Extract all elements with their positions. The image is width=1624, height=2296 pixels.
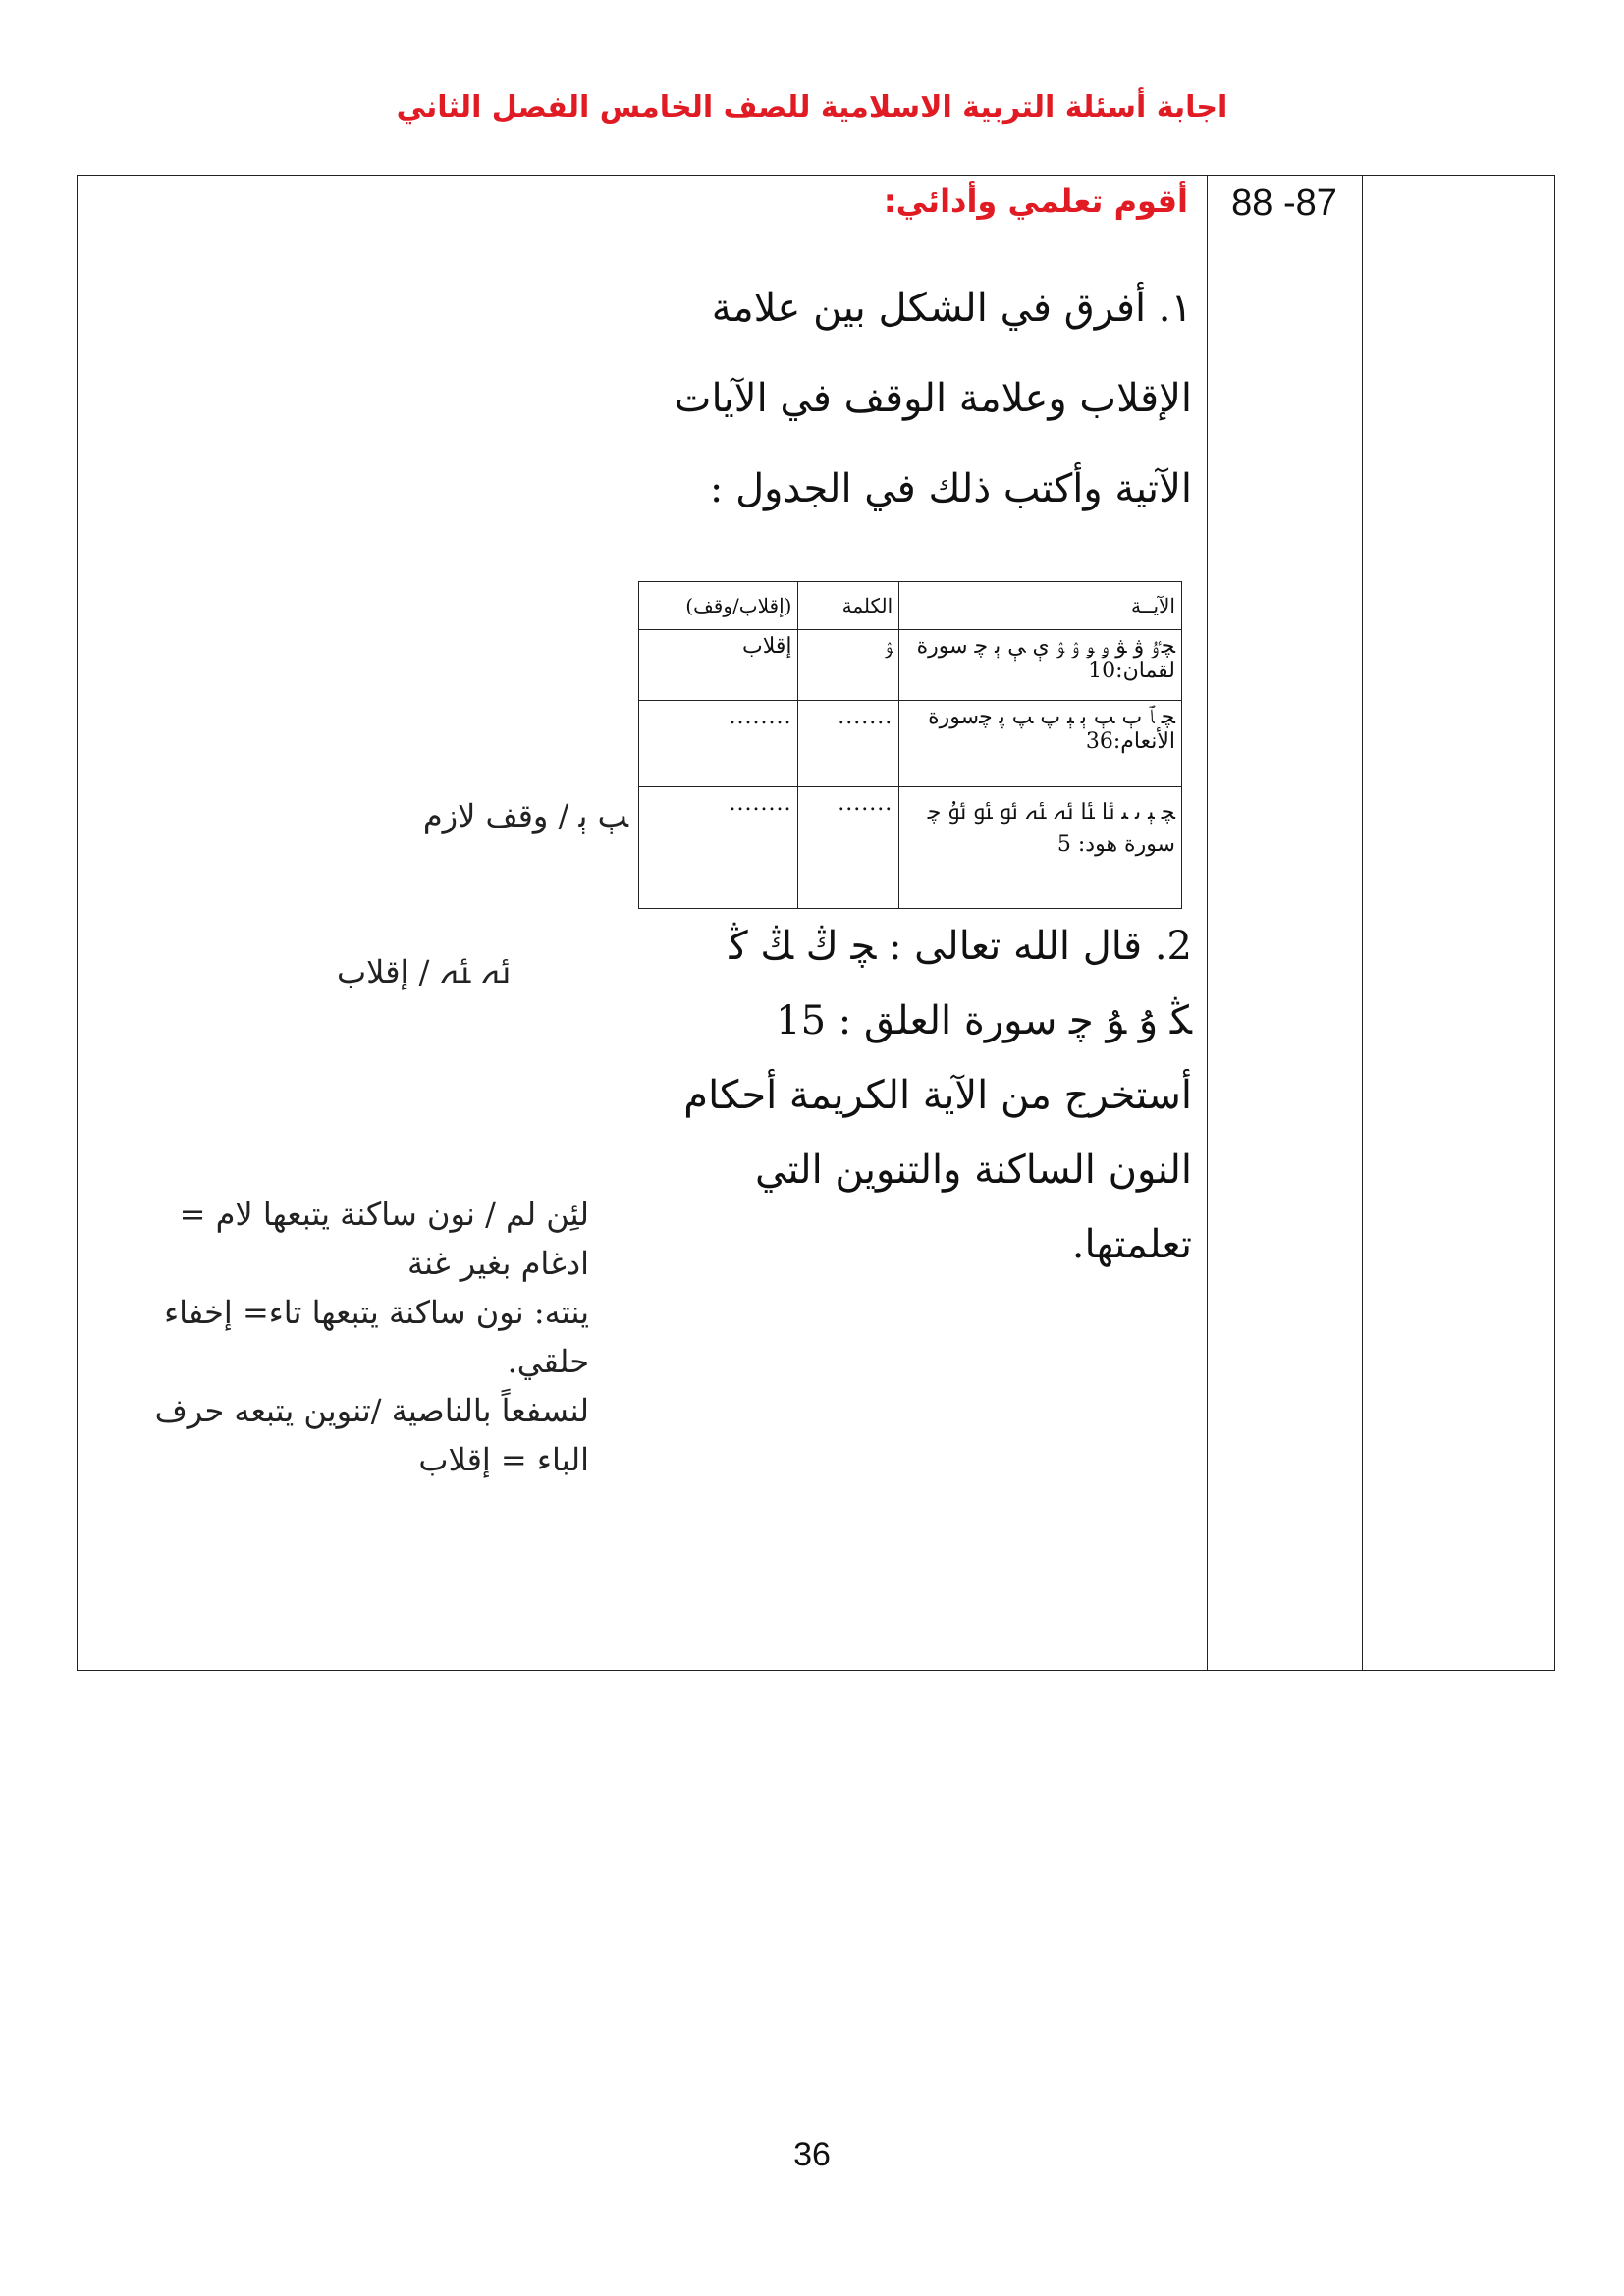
- answer-3-line: لنسفعاً بالناصية /تنوين يتبعه حرف: [154, 1392, 589, 1429]
- table-row: [639, 787, 1182, 909]
- answer-1: ﭓ ﭔ / وقف لازم: [422, 797, 628, 834]
- page-range: 88 -87: [1231, 183, 1337, 224]
- answer-3-line: حلقي.: [507, 1343, 589, 1380]
- verse-table-header: [639, 582, 1182, 630]
- question-2: [628, 909, 1192, 1282]
- type-cell: ........: [639, 787, 798, 909]
- answer-3-line: لئِن لم / نون ساكنة يتبعها لام =: [179, 1196, 589, 1233]
- verse-table: [638, 581, 1182, 909]
- question-1-line: ١. أفرق في الشكل بين علامة: [711, 286, 1192, 331]
- word-cell: ﯣ: [798, 630, 899, 701]
- verse-cell: ﭽ ﭑ ﭒ ﭓ ﭔ ﭕ ﭖ ﭗ ﭘ ﭼسورة الأنعام:36: [899, 701, 1182, 787]
- question-2-line: أستخرج من الآية الكريمة أحكام: [683, 1073, 1192, 1118]
- type-cell: إقلاب: [639, 630, 798, 701]
- column-divider: [1207, 176, 1208, 1670]
- page-title: اجابة أسئلة التربية الاسلامية للصف الخامس الفصل الثاني: [396, 90, 1228, 125]
- header-type: (إقلاب/وقف): [639, 582, 798, 630]
- column-divider: [1362, 176, 1363, 1670]
- word-cell: .......: [798, 787, 899, 909]
- type-cell: ........: [639, 701, 798, 787]
- verse-cell: ﭽﯝ ﯞ ﯟ ﯠ ﯡ ﯢ ﯣ ﯤ ﯥ ﯦ ﭼ سورة لقمان:10: [899, 630, 1182, 701]
- question-2-line: النون الساكنة والتنوين التي تعلمتها.: [755, 1148, 1192, 1267]
- section-title: أقوم تعلمي وأدائي:: [883, 183, 1188, 220]
- answer-2: ﯬ ﯭ / إقلاب: [337, 953, 511, 990]
- question-1-line: الآتية وأكتب ذلك في الجدول :: [709, 466, 1192, 511]
- answer-3-line: الباء = إقلاب: [418, 1441, 589, 1478]
- table-row: [639, 630, 1182, 701]
- question-1: [628, 263, 1192, 534]
- answer-3-line: ينته: نون ساكنة يتبعها تاء= إخفاء: [164, 1294, 589, 1331]
- answer-3: [98, 1190, 589, 1484]
- question-2-line: 2. قال الله تعالى : ﭽ ﯓ ﯔ ﯕ: [729, 924, 1192, 969]
- answer-3-line: ادغام بغير غنة: [407, 1245, 589, 1282]
- question-1-line: الإقلاب وعلامة الوقف في الآيات: [674, 376, 1192, 421]
- header-word: الكلمة: [798, 582, 899, 630]
- table-row: [639, 701, 1182, 787]
- page-number: 36: [793, 2136, 831, 2173]
- header-verse: الآيــة: [899, 582, 1182, 630]
- verse-cell: ﭽ ﯧ ﯨ ﯩ ﯪ ﯫ ﯬ ﯭ ﯮ ﯯ ﯰ ﭼ سورة هود: 5: [899, 787, 1182, 909]
- word-cell: .......: [798, 701, 899, 787]
- question-2-line: ﯖ ﯗ ﯘ ﭼ سورة العلق : 15: [776, 998, 1192, 1043]
